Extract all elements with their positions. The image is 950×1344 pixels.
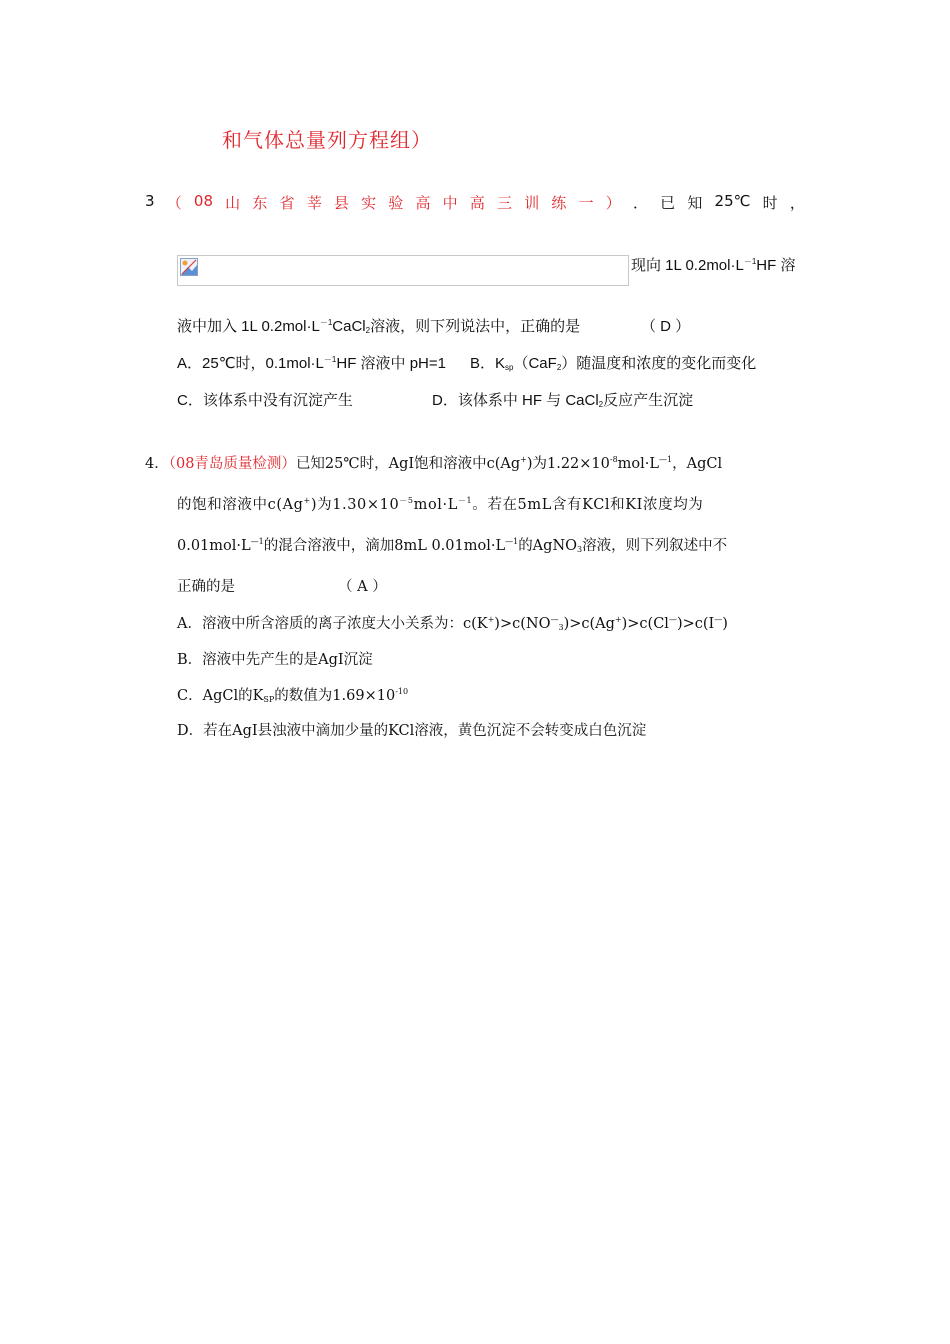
q3-char: ） bbox=[605, 194, 621, 212]
question-3-option-c: C．该体系中没有沉淀产生 bbox=[177, 392, 353, 409]
superscript: + bbox=[303, 496, 311, 505]
superscript: — bbox=[714, 615, 723, 624]
q3-char: 莘 bbox=[306, 194, 322, 212]
text: A．溶液中所含溶质的离子浓度大小关系为：c(K bbox=[177, 616, 488, 632]
text: 的混合溶液中，滴加8mL 0.01mol·L bbox=[263, 538, 506, 554]
q3-char: 东 bbox=[252, 194, 268, 212]
text: 的AgNO bbox=[518, 538, 578, 554]
text: B．K bbox=[470, 355, 506, 372]
q3-char: 一 bbox=[578, 194, 594, 212]
superscript: －1 bbox=[323, 355, 337, 364]
text: CaCl bbox=[332, 318, 366, 335]
text: 的数值为1.69×10 bbox=[274, 688, 396, 704]
text: 反应产生沉淀 bbox=[603, 392, 694, 409]
text: )>c(Cl bbox=[621, 616, 669, 632]
subscript: 2 bbox=[598, 400, 604, 409]
q3-char: 25℃ bbox=[714, 192, 751, 210]
superscript: －1 bbox=[743, 257, 757, 266]
text: 现向 1L 0.2mol·L bbox=[631, 257, 744, 274]
q3-char: 中 bbox=[442, 194, 458, 212]
text: ) bbox=[722, 616, 728, 632]
superscript: + bbox=[520, 455, 527, 464]
q3-char: 3 bbox=[145, 192, 155, 210]
subscript: 2 bbox=[365, 326, 371, 335]
superscript: —1 bbox=[505, 537, 519, 546]
superscript: —1 bbox=[250, 537, 264, 546]
superscript: + bbox=[614, 615, 622, 624]
text: 液中加入 1L 0.2mol·L bbox=[177, 318, 320, 335]
text: 溶液，则下列叙述中不 bbox=[582, 538, 728, 554]
text: A．25℃时，0.1mol·L bbox=[177, 355, 324, 372]
broken-image-placeholder bbox=[177, 255, 629, 286]
text: D．该体系中 HF 与 CaCl bbox=[432, 392, 599, 409]
question-3-option-a bbox=[177, 352, 446, 373]
q3-char: 县 bbox=[333, 194, 349, 212]
q3-char: 三 bbox=[497, 194, 513, 212]
question-3-text-line bbox=[177, 315, 580, 336]
broken-image-icon bbox=[180, 258, 198, 276]
text: C．AgCl的K bbox=[177, 688, 264, 704]
q3-char: 验 bbox=[388, 194, 404, 212]
text: )为1.22×10 bbox=[526, 456, 610, 472]
subscript: sp bbox=[505, 363, 514, 372]
question-4-answer: （ A ） bbox=[338, 579, 387, 595]
q3-char: 省 bbox=[279, 194, 295, 212]
q3-char: 训 bbox=[524, 194, 540, 212]
text: ，AgCl bbox=[672, 456, 723, 472]
superscript: -8 bbox=[609, 455, 618, 464]
question-4-text-line: 正确的是 bbox=[177, 579, 235, 595]
question-3-option-b bbox=[470, 352, 756, 373]
text: ）随温度和浓度的变化而变化 bbox=[561, 355, 757, 372]
q3-char: 练 bbox=[551, 194, 567, 212]
question-source: （08青岛质量检测） bbox=[168, 456, 296, 472]
text: 。若在5mL含有KCl和KI浓度均为 bbox=[472, 497, 704, 513]
superscript: —1 bbox=[659, 455, 673, 464]
question-4-text-line bbox=[177, 534, 727, 555]
q3-char: 已 bbox=[660, 194, 676, 212]
text: 溶液，则下列说法中，正确的是 bbox=[370, 318, 581, 335]
question-3-header bbox=[145, 192, 805, 213]
question-4-text-line bbox=[177, 493, 703, 514]
question-3-text-line bbox=[631, 254, 795, 275]
q3-char: 08 bbox=[193, 192, 213, 210]
text: )为1.30×10 bbox=[310, 497, 400, 513]
q3-char: ， bbox=[789, 194, 805, 212]
q3-char: 山 bbox=[225, 194, 241, 212]
subscript: 3 bbox=[577, 545, 583, 554]
subscript: 2 bbox=[556, 363, 562, 372]
question-3-answer: （ D ） bbox=[641, 318, 691, 335]
text: )>c(I bbox=[676, 616, 715, 632]
question-4-option-b: B．溶液中先产生的是AgI沉淀 bbox=[177, 652, 373, 668]
superscript: －1 bbox=[457, 496, 473, 505]
text: mol·L bbox=[617, 456, 660, 472]
superscript: －5 bbox=[399, 496, 414, 505]
q3-char: 高 bbox=[469, 194, 485, 212]
question-4-text-line bbox=[145, 452, 722, 473]
question-3-option-d bbox=[432, 389, 693, 410]
q3-char: 实 bbox=[361, 194, 377, 212]
text: 已知25℃时，AgI饱和溶液中c(Ag bbox=[295, 456, 521, 472]
text: 的饱和溶液中c(Ag bbox=[177, 497, 304, 513]
text: HF 溶液中 pH=1 bbox=[336, 355, 446, 372]
superscript: －1 bbox=[319, 318, 333, 327]
q3-char: 高 bbox=[415, 194, 431, 212]
superscript: + bbox=[487, 615, 495, 624]
section-heading: 和气体总量列方程组） bbox=[222, 128, 432, 152]
subscript: 3 bbox=[558, 623, 564, 632]
question-4-option-a bbox=[177, 612, 728, 633]
text: 0.01mol·L bbox=[177, 538, 251, 554]
q3-char: ． bbox=[632, 194, 648, 212]
q3-char: 知 bbox=[687, 194, 703, 212]
text: )>c(Ag bbox=[563, 616, 615, 632]
superscript: — bbox=[668, 615, 677, 624]
superscript: — bbox=[550, 615, 559, 624]
text: )>c(NO bbox=[494, 616, 551, 632]
text: HF 溶 bbox=[756, 257, 796, 274]
subscript: SP bbox=[263, 695, 275, 704]
text: （CaF bbox=[513, 355, 557, 372]
text: mol·L bbox=[413, 497, 458, 513]
q3-char: （ bbox=[166, 194, 182, 212]
question-number: 4． bbox=[145, 456, 169, 472]
question-4-option-d: D．若在AgI县浊液中滴加少量的KCl溶液，黄色沉淀不会转变成白色沉淀 bbox=[177, 723, 647, 739]
question-4-option-c bbox=[177, 684, 408, 705]
q3-char: 时 bbox=[762, 194, 778, 212]
superscript: -10 bbox=[395, 687, 409, 696]
